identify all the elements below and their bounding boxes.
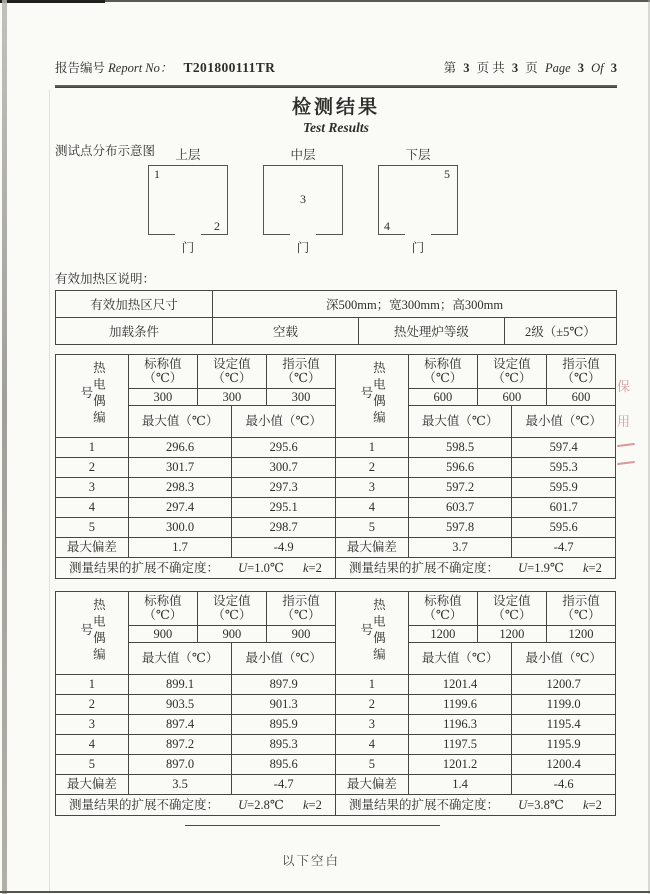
thermocouple-header-label: 热电偶编号	[78, 598, 106, 664]
min-value: 1200.4	[512, 754, 616, 774]
nominal-value: 900	[128, 625, 197, 642]
max-value: 899.1	[128, 674, 232, 694]
blank-below-note: 以下空白	[281, 854, 340, 868]
set-value: 300	[197, 388, 266, 405]
uncertainty-row	[56, 557, 336, 578]
max-value: 1199.6	[408, 694, 512, 714]
indicated-value: 1200	[546, 625, 615, 642]
table-row	[336, 497, 616, 517]
load-condition-label: 加载条件	[56, 317, 213, 344]
header-divider	[55, 85, 617, 88]
indicated-header: 指示值 （℃）	[546, 591, 615, 625]
nominal-header: 标称值 （℃）	[408, 354, 477, 388]
min-value: 1199.0	[512, 694, 616, 714]
table-row	[56, 497, 336, 517]
table-row	[56, 591, 336, 625]
zone-size-value: 深500mm；宽300mm；高300mm	[213, 290, 617, 317]
deviation-min: -4.6	[512, 774, 616, 794]
min-value: 297.3	[232, 477, 336, 497]
tc-no: 1	[56, 437, 129, 457]
table-row	[56, 290, 617, 317]
max-value: 597.2	[408, 477, 512, 497]
tc-no: 4	[56, 497, 129, 517]
report-label-en: Report No：	[108, 61, 173, 75]
tc-no: 1	[336, 674, 409, 694]
table-row	[336, 714, 616, 734]
result-table-1200	[335, 591, 616, 816]
max-value: 598.5	[408, 437, 512, 457]
min-value: 597.4	[512, 437, 616, 457]
uncertainty-k: k=2	[302, 797, 322, 812]
result-table-300	[55, 354, 336, 579]
page-indicator	[440, 58, 617, 76]
table-row	[336, 754, 616, 774]
min-value: 895.3	[232, 734, 336, 754]
test-point: 5	[444, 166, 450, 181]
test-point: 4	[384, 218, 390, 233]
max-value: 903.5	[128, 694, 232, 714]
table-row	[56, 477, 336, 497]
tc-no: 3	[336, 714, 409, 734]
report-number-value: T201800111TR	[183, 60, 276, 75]
scan-edge-bottom	[0, 891, 650, 893]
diagram-caption: 测试点分布示意图	[55, 143, 156, 158]
table-row	[336, 457, 616, 477]
deviation-max: 1.4	[408, 774, 512, 794]
page-word-en: Page	[544, 61, 571, 75]
table-row	[56, 517, 336, 537]
stamp-character: 保	[617, 379, 632, 394]
min-value: 897.9	[232, 674, 336, 694]
report-number	[55, 58, 275, 76]
footer-divider-line	[185, 825, 440, 827]
table-row	[56, 354, 336, 388]
min-value: 595.6	[512, 517, 616, 537]
nominal-value: 300	[128, 388, 197, 405]
layer-label: 中层	[290, 147, 316, 162]
indicated-value: 600	[546, 388, 615, 405]
table-row	[336, 674, 616, 694]
table-row	[336, 591, 616, 625]
door-gap	[290, 233, 316, 236]
deviation-min: -4.7	[512, 537, 616, 557]
page-word: 页 共	[476, 61, 505, 75]
layer-label: 上层	[175, 147, 201, 162]
set-header: 设定值 （℃）	[197, 591, 266, 625]
table-row	[56, 674, 336, 694]
set-header: 设定值 （℃）	[477, 354, 546, 388]
min-value: 601.7	[512, 497, 616, 517]
table-row	[336, 477, 616, 497]
table-row	[56, 694, 336, 714]
max-value: 1196.3	[408, 714, 512, 734]
indicated-value: 900	[266, 625, 335, 642]
page-title: 检测结果	[291, 96, 380, 118]
min-value: 901.3	[232, 694, 336, 714]
thermocouple-header-label: 热电偶编号	[358, 598, 386, 664]
result-table-block-1	[55, 354, 617, 579]
tc-no: 5	[56, 754, 129, 774]
report-label-cn: 报告编号	[55, 61, 106, 75]
uncertainty-prefix: 测量结果的扩展不确定度：	[349, 797, 500, 812]
set-value: 1200	[477, 625, 546, 642]
thermocouple-header-cell	[56, 354, 129, 437]
min-header: 最小值（℃）	[512, 405, 616, 437]
furnace-box-lower	[378, 165, 458, 235]
deviation-max: 3.5	[128, 774, 232, 794]
page-content	[55, 0, 617, 869]
max-value: 603.7	[408, 497, 512, 517]
tc-no: 1	[336, 437, 409, 457]
tc-no: 3	[56, 714, 129, 734]
furnace-box-upper	[148, 165, 228, 235]
thermocouple-header-cell	[336, 354, 409, 437]
min-value: 300.7	[232, 457, 336, 477]
min-value: 895.6	[232, 754, 336, 774]
table-row	[56, 754, 336, 774]
page-total: 3	[511, 61, 519, 75]
max-value: 297.4	[128, 497, 232, 517]
test-point: 2	[214, 218, 220, 233]
deviation-row	[336, 774, 616, 794]
load-condition-value: 空载	[213, 317, 359, 344]
result-table-600	[335, 354, 616, 579]
tc-no: 4	[56, 734, 129, 754]
nominal-header: 标称值 （℃）	[128, 354, 197, 388]
uncertainty-k: k=2	[582, 560, 602, 575]
uncertainty-k: k=2	[302, 560, 322, 575]
set-header: 设定值 （℃）	[197, 354, 266, 388]
uncertainty-u: U=3.8℃	[518, 797, 564, 812]
min-value: 295.1	[232, 497, 336, 517]
max-value: 301.7	[128, 457, 232, 477]
max-header: 最大值（℃）	[128, 405, 232, 437]
page-word: 第	[443, 61, 457, 75]
nominal-value: 600	[408, 388, 477, 405]
result-table-block-2	[55, 591, 617, 816]
nominal-header: 标称值 （℃）	[128, 591, 197, 625]
table-row	[56, 734, 336, 754]
deviation-row	[56, 537, 336, 557]
uncertainty-k: k=2	[582, 797, 602, 812]
max-value: 897.0	[128, 754, 232, 774]
max-header: 最大值（℃）	[128, 642, 232, 674]
layer-middle	[263, 145, 343, 256]
page-current: 3	[463, 61, 470, 75]
thermocouple-header-cell	[56, 591, 129, 674]
max-header: 最大值（℃）	[408, 405, 512, 437]
table-row	[336, 734, 616, 754]
deviation-label: 最大偏差	[336, 774, 409, 794]
indicated-value: 300	[266, 388, 335, 405]
set-value: 900	[197, 625, 266, 642]
min-value: 1195.9	[512, 734, 616, 754]
deviation-max: 3.7	[408, 537, 512, 557]
min-value: 1195.4	[512, 714, 616, 734]
uncertainty-prefix: 测量结果的扩展不确定度：	[69, 560, 220, 575]
table-row	[56, 457, 336, 477]
min-header: 最小值（℃）	[232, 405, 336, 437]
min-value: 298.7	[232, 517, 336, 537]
stamp-character: 用	[617, 414, 632, 429]
uncertainty-row	[336, 557, 616, 578]
uncertainty-row	[336, 794, 616, 815]
max-value: 596.6	[408, 457, 512, 477]
page-current-en: 3	[577, 61, 584, 75]
max-value: 897.4	[128, 714, 232, 734]
door-gap	[405, 233, 431, 236]
layer-lower	[378, 145, 458, 256]
furnace-box-middle	[263, 165, 343, 235]
table-row	[336, 694, 616, 714]
min-value: 295.6	[232, 437, 336, 457]
tc-no: 1	[56, 674, 129, 694]
deviation-min: -4.9	[232, 537, 336, 557]
door-label: 门	[411, 240, 425, 255]
door-label: 门	[181, 240, 195, 255]
table-row	[56, 714, 336, 734]
tc-no: 3	[336, 477, 409, 497]
heating-zone-note: 有效加热区说明：	[55, 271, 156, 286]
zone-size-label: 有效加热区尺寸	[56, 290, 213, 317]
max-value: 1201.4	[408, 674, 512, 694]
tc-no: 5	[336, 754, 409, 774]
tc-no: 2	[336, 457, 409, 477]
min-value: 595.3	[512, 457, 616, 477]
report-header	[55, 58, 617, 76]
layer-upper	[148, 145, 228, 256]
deviation-label: 最大偏差	[56, 774, 129, 794]
table-row	[336, 517, 616, 537]
page-word-en: Of	[591, 61, 604, 75]
set-header: 设定值 （℃）	[477, 591, 546, 625]
tc-no: 5	[56, 517, 129, 537]
tc-no: 3	[56, 477, 129, 497]
result-table-900	[55, 591, 336, 816]
table-row	[56, 437, 336, 457]
max-value: 298.3	[128, 477, 232, 497]
thermocouple-header-label: 热电偶编号	[78, 361, 106, 427]
paper-fold-line	[49, 90, 50, 891]
stamp-stroke	[617, 443, 635, 447]
tc-no: 2	[56, 694, 129, 714]
door-gap	[175, 233, 201, 236]
heating-zone-table	[55, 290, 617, 345]
nominal-header: 标称值 （℃）	[408, 591, 477, 625]
max-value: 300.0	[128, 517, 232, 537]
max-value: 597.8	[408, 517, 512, 537]
tc-no: 2	[336, 694, 409, 714]
table-row	[336, 437, 616, 457]
uncertainty-u: U=1.0℃	[238, 560, 284, 575]
test-point: 3	[300, 191, 306, 206]
max-value: 897.2	[128, 734, 232, 754]
deviation-row	[56, 774, 336, 794]
min-header: 最小值（℃）	[512, 642, 616, 674]
uncertainty-row	[56, 794, 336, 815]
nominal-value: 1200	[408, 625, 477, 642]
tc-no: 2	[56, 457, 129, 477]
deviation-row	[336, 537, 616, 557]
table-row	[56, 317, 617, 344]
min-value: 595.9	[512, 477, 616, 497]
thermocouple-header-label: 热电偶编号	[358, 361, 386, 427]
test-point-diagram	[148, 145, 617, 256]
deviation-min: -4.7	[232, 774, 336, 794]
red-stamp-fragment	[617, 380, 647, 464]
uncertainty-prefix: 测量结果的扩展不确定度：	[349, 560, 500, 575]
max-value: 296.6	[128, 437, 232, 457]
min-header: 最小值（℃）	[232, 642, 336, 674]
furnace-grade-value: 2级（±5℃）	[504, 317, 616, 344]
scan-edge-left	[2, 0, 7, 894]
indicated-header: 指示值 （℃）	[266, 591, 335, 625]
test-point: 1	[154, 166, 160, 181]
uncertainty-u: U=2.8℃	[238, 797, 284, 812]
layer-label: 下层	[405, 147, 431, 162]
page-total-en: 3	[610, 61, 617, 75]
table-row	[336, 354, 616, 388]
max-header: 最大值（℃）	[408, 642, 512, 674]
min-value: 1200.7	[512, 674, 616, 694]
page-subtitle: Test Results	[303, 119, 369, 135]
min-value: 895.9	[232, 714, 336, 734]
thermocouple-header-cell	[336, 591, 409, 674]
deviation-max: 1.7	[128, 537, 232, 557]
door-label: 门	[296, 240, 310, 255]
set-value: 600	[477, 388, 546, 405]
uncertainty-u: U=1.9℃	[518, 560, 564, 575]
tc-no: 4	[336, 734, 409, 754]
max-value: 1201.2	[408, 754, 512, 774]
uncertainty-prefix: 测量结果的扩展不确定度：	[69, 797, 220, 812]
tc-no: 4	[336, 497, 409, 517]
deviation-label: 最大偏差	[336, 537, 409, 557]
furnace-grade-label: 热处理炉等级	[358, 317, 504, 344]
indicated-header: 指示值 （℃）	[266, 354, 335, 388]
deviation-label: 最大偏差	[56, 537, 129, 557]
page-word: 页	[525, 61, 538, 75]
indicated-header: 指示值 （℃）	[546, 354, 615, 388]
stamp-stroke	[617, 461, 635, 465]
tc-no: 5	[336, 517, 409, 537]
max-value: 1197.5	[408, 734, 512, 754]
